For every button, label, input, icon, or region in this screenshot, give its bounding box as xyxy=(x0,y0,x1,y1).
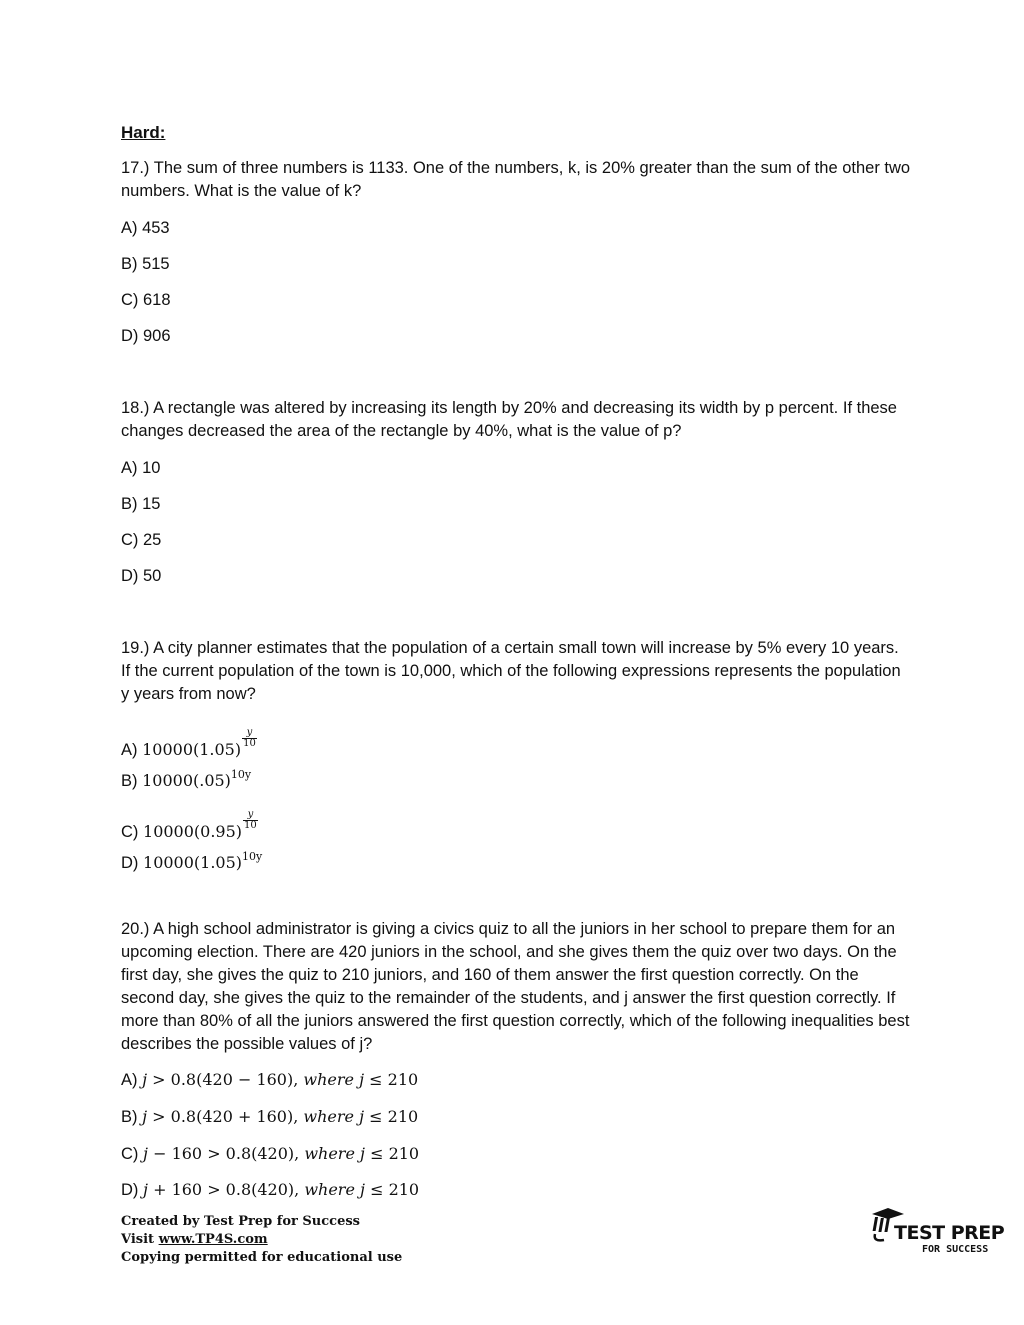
option-expression: 10000(1.05) xyxy=(142,740,242,759)
question-text: A high school administrator is giving a civics quiz to all the juniors in her school to prepare them for an upcoming election. There are 420 juniors in the school, and she gives them the quiz over two days. On the first day, she gives the quiz to 210 juniors, and 160 of them answer the first question correctly. On the second day, she gives the quiz to the remainder of the students, and j answer the first question correctly. If more than 80% of all the juniors answered the first question correctly, which of the following inequalities best describes the possible values of j? xyxy=(121,920,910,1053)
option-letter: B) xyxy=(121,772,138,790)
option-expression: j > 0.8(420 − 160), where j ≤ 210 xyxy=(142,1070,419,1089)
question-text: A rectangle was altered by increasing its length by 20% and decreasing its width by p percent. If these changes decreased the area of the rectangle by 40%, what is the value of p? xyxy=(121,399,897,440)
exponent-denominator: 10 xyxy=(243,738,256,749)
option-17-a: A) 453 xyxy=(121,219,170,237)
option-18-b: B) 15 xyxy=(121,495,161,513)
option-17-d: D) 906 xyxy=(121,327,171,345)
option-20-d xyxy=(121,1180,419,1200)
option-letter: D) xyxy=(121,1181,139,1199)
option-letter: A) xyxy=(121,741,138,759)
section-heading: Hard: xyxy=(121,123,166,142)
question-number: 18.) xyxy=(121,399,150,417)
option-18-c: C) 25 xyxy=(121,531,162,549)
exponent: 10y xyxy=(230,768,252,781)
option-19-b xyxy=(121,765,251,791)
option-expression: 10000(0.95) xyxy=(143,822,243,841)
logo-title: TEST PREP xyxy=(894,1222,1005,1244)
footer xyxy=(121,1213,402,1267)
option-letter: C) xyxy=(121,1145,139,1163)
option-20-c xyxy=(121,1144,419,1164)
question-text: The sum of three numbers is 1133. One of the numbers, k, is 20% greater than the sum of the other two numbers. What is the value of k? xyxy=(121,159,911,200)
option-letter: B) xyxy=(121,1108,138,1126)
question-19 xyxy=(121,637,911,706)
option-letter: D) xyxy=(121,854,139,872)
footer-visit xyxy=(121,1231,402,1249)
footer-credit: Created by Test Prep for Success xyxy=(121,1214,360,1229)
footer-visit-prefix: Visit xyxy=(121,1232,159,1247)
exponent-numerator: y xyxy=(243,810,258,821)
exponent-fraction xyxy=(243,810,258,831)
exponent: 10y xyxy=(242,850,263,863)
exponent-numerator: y xyxy=(242,728,257,739)
option-expression: j > 0.8(420 + 160), where j ≤ 210 xyxy=(142,1107,419,1126)
option-20-a xyxy=(121,1070,418,1090)
option-letter: A) xyxy=(121,1071,138,1089)
option-expression: 10000(.05) xyxy=(142,771,231,790)
question-number: 19.) xyxy=(121,639,150,657)
question-text: A city planner estimates that the population of a certain small town will increase by 5% every 10 years. If the current population of the town is 10,000, which of the following expressions represents the population y years from now? xyxy=(121,639,901,703)
option-19-c xyxy=(121,810,258,842)
option-expression: 10000(1.05) xyxy=(143,853,243,872)
question-number: 20.) xyxy=(121,920,150,938)
option-19-a xyxy=(121,728,257,760)
exponent-denominator: 10 xyxy=(244,820,257,831)
option-17-b: B) 515 xyxy=(121,255,170,273)
option-expression: j − 160 > 0.8(420), where j ≤ 210 xyxy=(143,1144,420,1163)
test-prep-logo xyxy=(870,1206,1005,1262)
option-expression: j + 160 > 0.8(420), where j ≤ 210 xyxy=(143,1180,420,1199)
footer-site-link[interactable]: www.TP4S.com xyxy=(158,1232,268,1247)
question-number: 17.) xyxy=(121,159,150,177)
option-18-a: A) 10 xyxy=(121,459,161,477)
logo-subtitle: FOR SUCCESS xyxy=(922,1244,989,1255)
question-18 xyxy=(121,397,911,443)
option-17-c: C) 618 xyxy=(121,291,171,309)
exponent-fraction xyxy=(242,728,257,749)
question-17 xyxy=(121,157,911,203)
option-20-b xyxy=(121,1107,418,1127)
option-19-d xyxy=(121,847,262,873)
option-letter: C) xyxy=(121,823,139,841)
option-18-d: D) 50 xyxy=(121,567,162,585)
footer-copyright: Copying permitted for educational use xyxy=(121,1250,403,1265)
question-20 xyxy=(121,918,911,1056)
